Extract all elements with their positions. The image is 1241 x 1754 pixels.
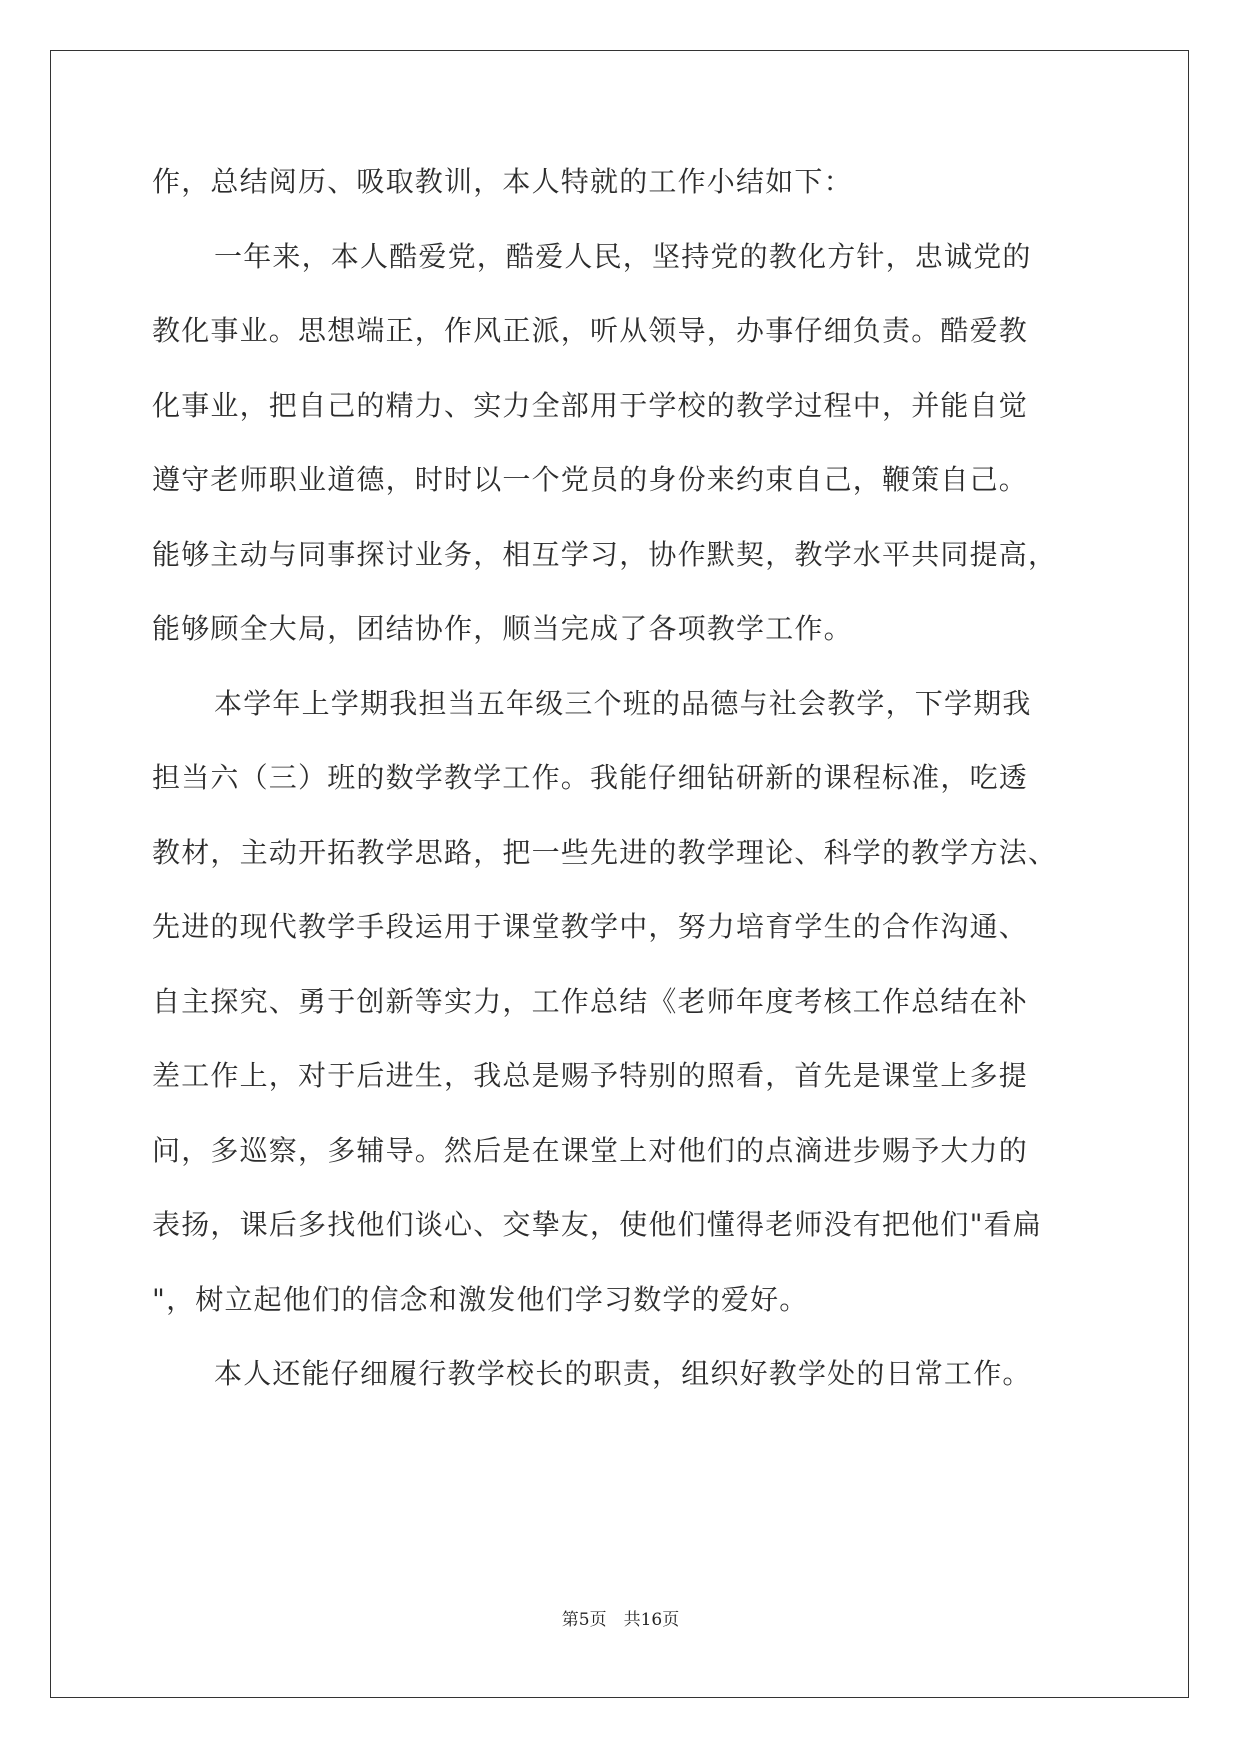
text-line: 差工作上，对于后进生，我总是赐予特别的照看，首先是课堂上多提 xyxy=(152,1059,1029,1092)
text-line: 本学年上学期我担当五年级三个班的品德与社会教学，下学期我 xyxy=(214,686,1032,720)
document-body xyxy=(152,165,1102,1435)
page-number-footer: 第5页 共16页 xyxy=(561,1610,680,1630)
text-line: 化事业，把自己的精力、实力全部用于学校的教学过程中，并能自觉 xyxy=(152,388,1029,422)
text-line: 作，总结阅历、吸取教训，本人特就的工作小结如下： xyxy=(152,165,853,198)
text-line: 遵守老师职业道德，时时以一个党员的身份来约束自己，鞭策自己。 xyxy=(152,463,1029,496)
text-line: "，树立起他们的信念和激发他们学习数学的爱好。 xyxy=(152,1282,809,1316)
text-line: 能够主动与同事探讨业务，相互学习，协作默契，教学水平共同提高， xyxy=(152,537,1058,571)
text-line: 本人还能仔细履行教学校长的职责，组织好教学处的日常工作。 xyxy=(214,1357,1032,1390)
text-line: 能够顾全大局，团结协作，顺当完成了各项教学工作。 xyxy=(152,612,853,645)
text-line: 担当六（三）班的数学教学工作。我能仔细钻研新的课程标准，吃透 xyxy=(152,761,1029,794)
text-line: 教化事业。思想端正，作风正派，听从领导，办事仔细负责。酷爱教 xyxy=(152,314,1029,347)
text-line: 表扬，课后多找他们谈心、交挚友，使他们懂得老师没有把他们"看扁 xyxy=(152,1208,1043,1241)
text-line: 教材，主动开拓教学思路，把一些先进的教学理论、科学的教学方法、 xyxy=(152,835,1058,869)
text-line: 自主探究、勇于创新等实力，工作总结《老师年度考核工作总结在补 xyxy=(152,984,1029,1018)
text-line: 一年来，本人酷爱党，酷爱人民，坚持党的教化方针，忠诚党的 xyxy=(214,239,1032,273)
text-line: 问，多巡察，多辅导。然后是在课堂上对他们的点滴进步赐予大力的 xyxy=(152,1133,1029,1167)
text-line: 先进的现代教学手段运用于课堂教学中，努力培育学生的合作沟通、 xyxy=(152,910,1029,943)
